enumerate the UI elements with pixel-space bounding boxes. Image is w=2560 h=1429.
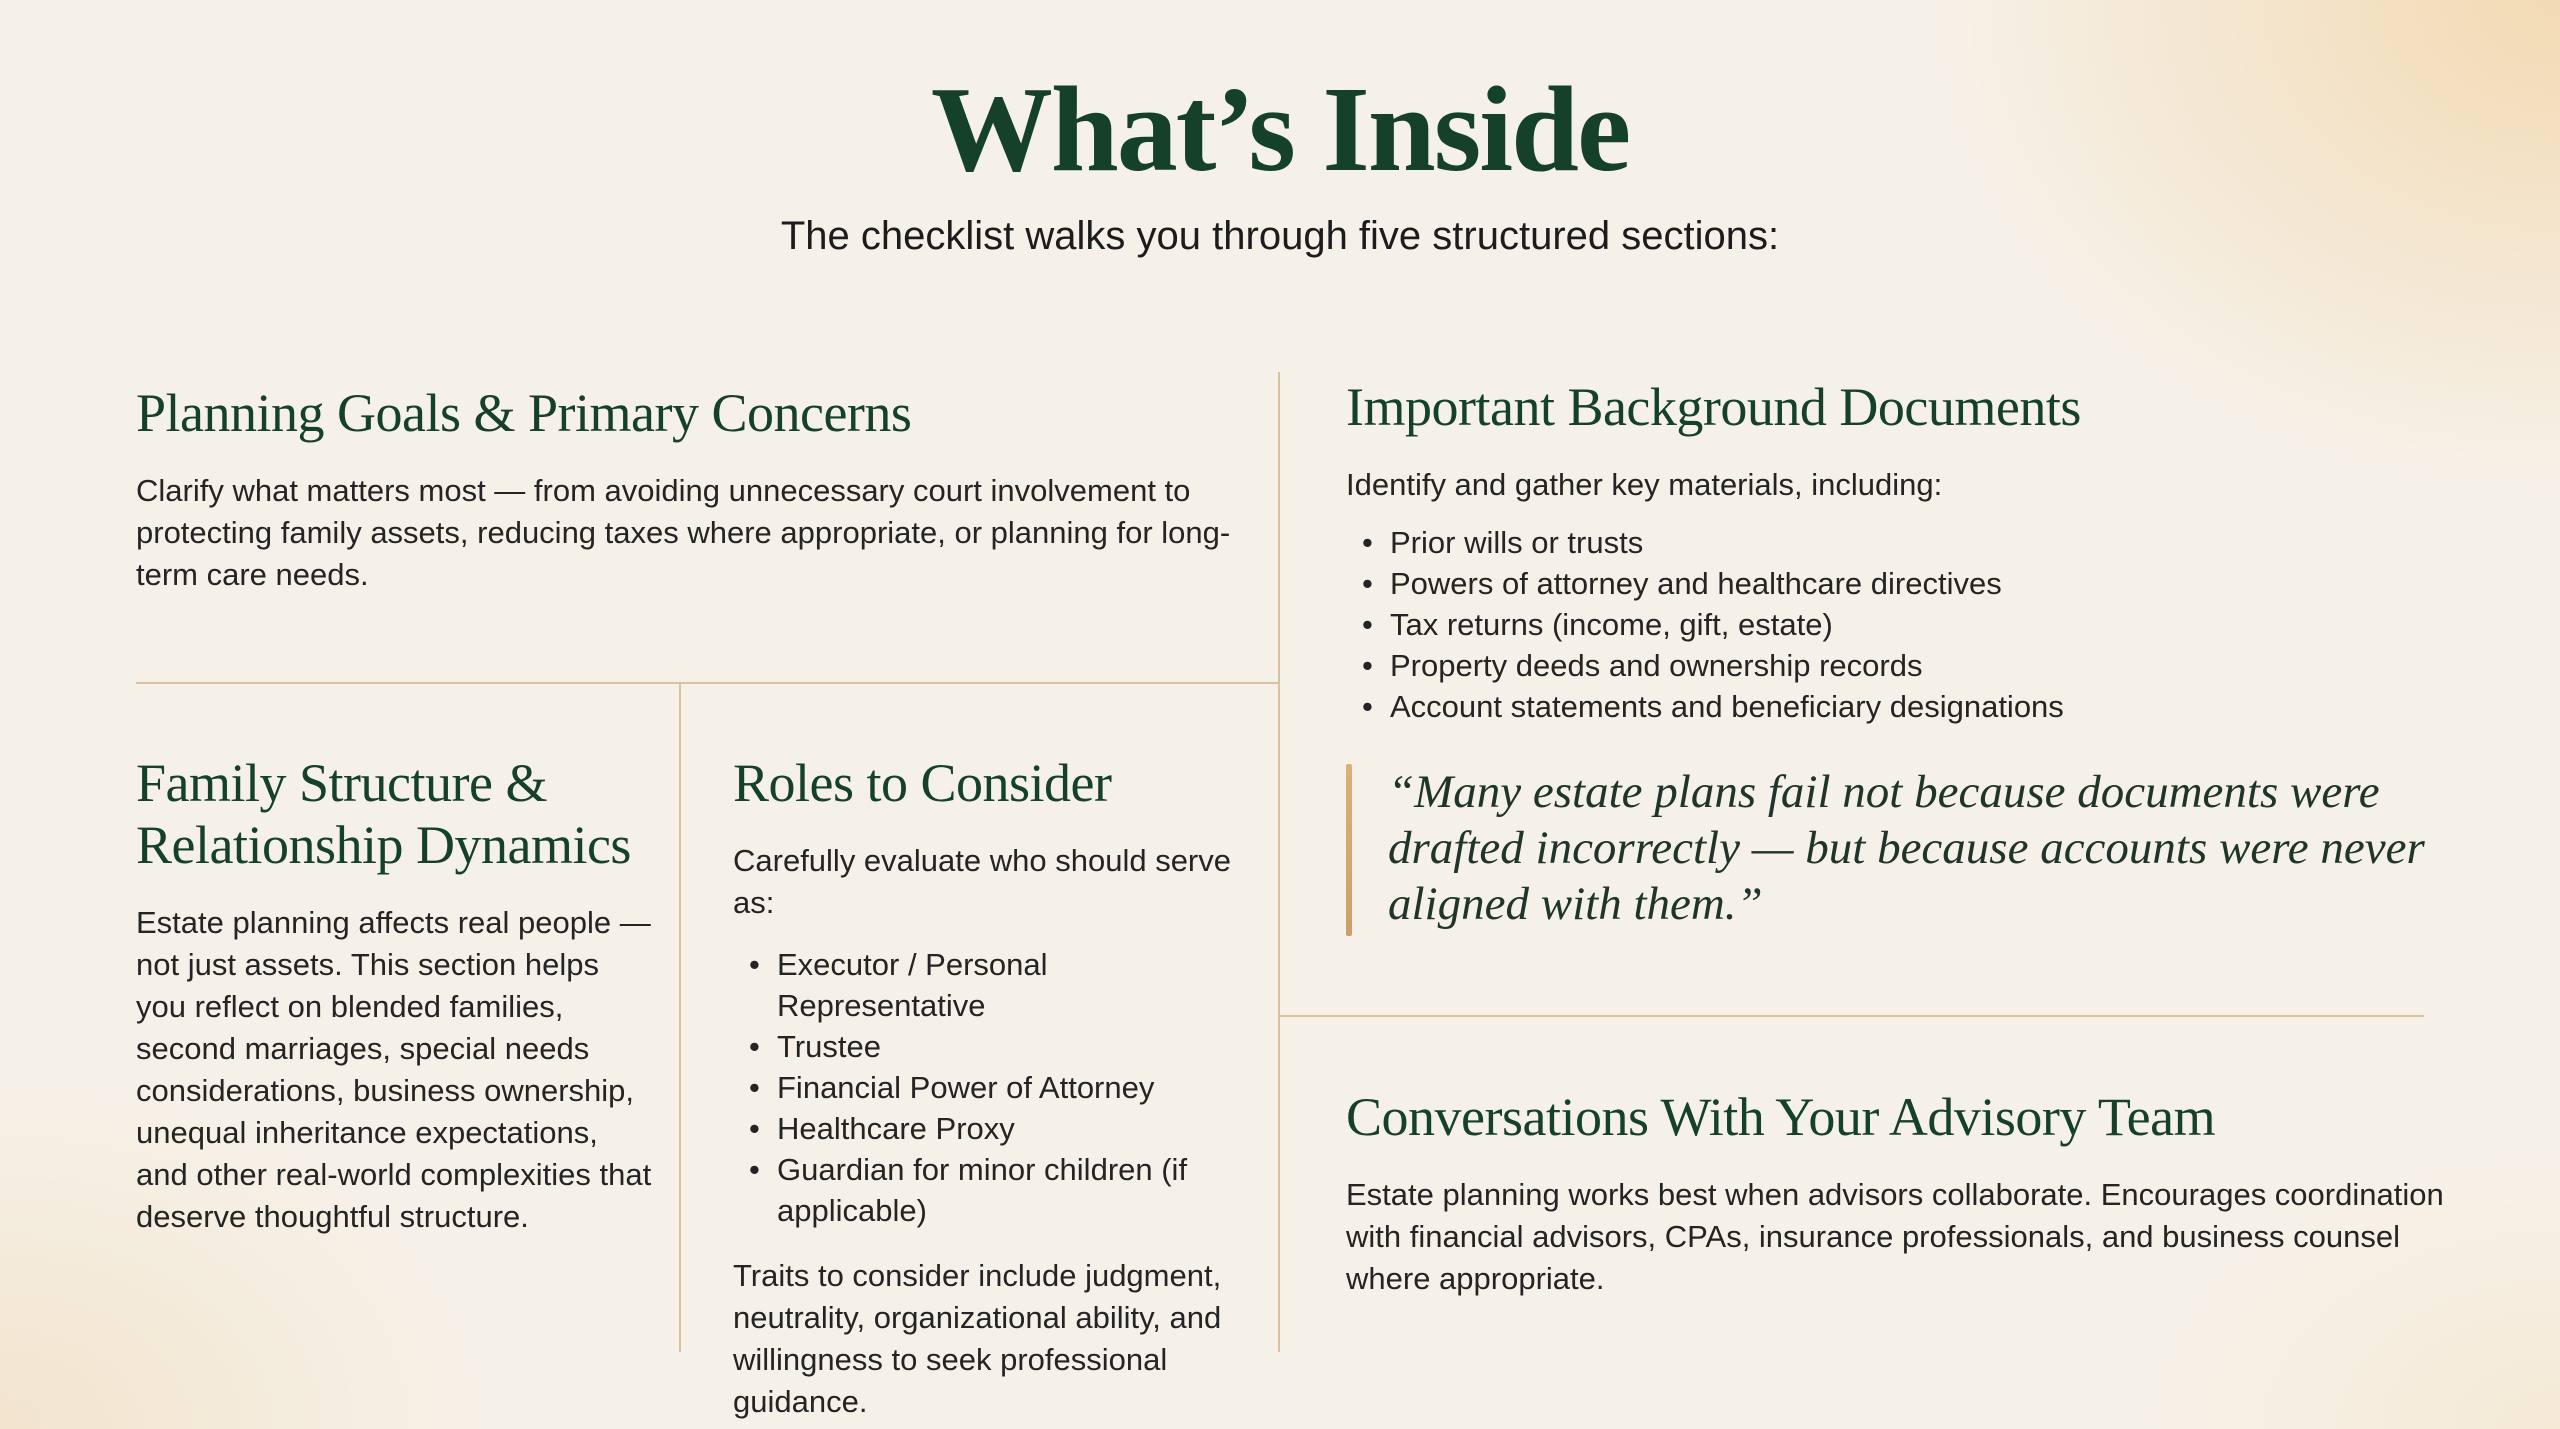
quote-accent-bar <box>1346 764 1352 936</box>
section-documents <box>1346 376 2446 727</box>
page-subtitle: The checklist walks you through five structured sections: <box>780 214 1780 258</box>
list-item: • Prior wills or trusts <box>1362 525 1644 560</box>
section-body-advisory: Estate planning works best when advisors collaborate. Encourages coordination with financial advisors, CPAs, insurance professionals, and business counsel where appropriate. <box>1346 1177 2444 1296</box>
left-vertical-divider <box>679 684 681 1352</box>
section-advisory <box>1346 1086 2446 1300</box>
documents-list <box>1346 522 2446 727</box>
right-horizontal-divider <box>1280 1015 2424 1017</box>
center-vertical-divider <box>1278 372 1280 1352</box>
list-item: • Executor / Personal Representative <box>749 947 1048 1023</box>
section-family-structure <box>136 752 656 1238</box>
heading-line-1: Family Structure & <box>136 753 547 813</box>
list-item: • Property deeds and ownership records <box>1362 648 1923 683</box>
roles-list <box>733 944 1253 1231</box>
section-heading-advisory: Conversations With Your Advisory Team <box>1346 1087 2216 1147</box>
list-item: • Account statements and beneficiary designations <box>1362 689 2064 724</box>
heading-line-2: Relationship Dynamics <box>136 815 631 875</box>
section-heading-family-structure <box>136 752 656 876</box>
section-body-planning-goals: Clarify what matters most — from avoiding unnecessary court involvement to protecting family assets, reducing taxes where appropriate, or planning for long-term care needs. <box>136 473 1231 592</box>
list-item: • Tax returns (income, gift, estate) <box>1362 607 1833 642</box>
section-heading-roles: Roles to Consider <box>733 753 1112 813</box>
left-horizontal-divider <box>136 682 1280 684</box>
list-item: • Guardian for minor children (if applicable) <box>749 1152 1188 1228</box>
list-item: • Financial Power of Attorney <box>749 1070 1155 1105</box>
page-title: What’s Inside <box>930 62 1630 197</box>
section-body-family-structure: Estate planning affects real people — not just assets. This section helps you reflect on blended families, second marriages, special needs considerations, business ownership, unequal inheritance expectations, and other real-world complexities that deserve thoughtful structure. <box>136 905 652 1234</box>
roles-intro: Carefully evaluate who should serve as: <box>733 843 1231 920</box>
section-roles <box>733 752 1253 1423</box>
section-planning-goals <box>136 382 1246 596</box>
section-heading-documents: Important Background Documents <box>1346 377 2081 437</box>
list-item: • Trustee <box>749 1029 881 1064</box>
documents-intro: Identify and gather key materials, including: <box>1346 467 1943 502</box>
list-item: • Healthcare Proxy <box>749 1111 1015 1146</box>
roles-traits: Traits to consider include judgment, neutrality, organizational ability, and willingness to seek professional guidance. <box>733 1258 1222 1419</box>
list-item: • Powers of attorney and healthcare directives <box>1362 566 2002 601</box>
section-heading-planning-goals: Planning Goals & Primary Concerns <box>136 383 912 443</box>
pull-quote: “Many estate plans fail not because documents were drafted incorrectly — but because accounts were never aligned with them.” <box>1388 766 2425 930</box>
